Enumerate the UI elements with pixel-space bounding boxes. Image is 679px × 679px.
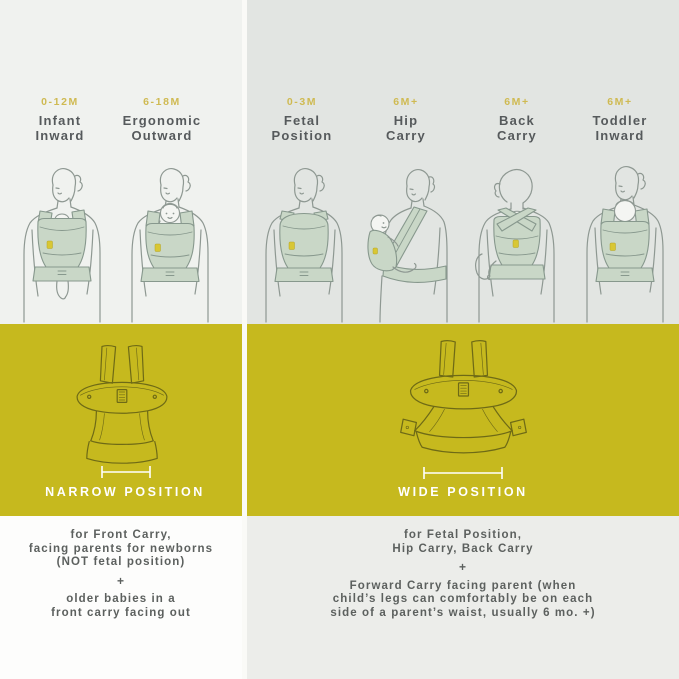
- carry-name: Ergonomic Outward: [122, 113, 202, 144]
- note-line: front carry facing out: [51, 606, 191, 619]
- note-line: side of a parent’s waist, usually 6 mo. +): [330, 606, 596, 619]
- age-range-label: 6M+: [504, 96, 530, 108]
- note-line: (NOT fetal position): [56, 556, 186, 568]
- panel-narrow-carries: [0, 0, 242, 324]
- carry-name: Toddler Inward: [592, 113, 648, 144]
- illustration-toddler-inward: [575, 164, 675, 324]
- age-range-label: 6-18M: [143, 96, 181, 108]
- carry-name: Infant Inward: [35, 113, 85, 144]
- panel-wide-carries: [247, 0, 679, 324]
- note-line: older babies in a: [66, 593, 176, 605]
- age-range-label: 6M+: [393, 96, 419, 108]
- carry-name: Fetal Position: [271, 113, 333, 144]
- wide-position-label: WIDE POSITION: [398, 485, 528, 499]
- wide-position-notes: [247, 529, 679, 620]
- illustration-hip-carry: [359, 164, 459, 324]
- note-line: Forward Carry facing parent (when: [349, 579, 577, 592]
- age-range-label: 0-3M: [286, 96, 318, 108]
- column-hip-carry: [351, 96, 461, 144]
- panel-narrow-position: [0, 324, 242, 516]
- panel-wide-notes: [247, 516, 679, 679]
- narrow-position-label: NARROW POSITION: [45, 485, 205, 499]
- note-line: for Fetal Position,: [403, 529, 522, 541]
- carry-name: Back Carry: [497, 113, 537, 144]
- illustration-ergonomic-outward: [120, 164, 220, 324]
- note-line: facing parents for newborns: [28, 542, 214, 555]
- panel-wide-position: [247, 324, 679, 516]
- illustration-infant-inward: [12, 164, 112, 324]
- illustration-carrier-narrow: [54, 344, 190, 464]
- narrow-width-measure-line: [100, 465, 152, 479]
- narrow-position-notes: [0, 529, 242, 620]
- age-range-label: 6M+: [607, 96, 633, 108]
- plus-separator: +: [458, 560, 468, 574]
- column-toddler-inward: [565, 96, 675, 144]
- column-ergonomic-outward: [107, 96, 217, 144]
- carry-name: Hip Carry: [386, 113, 426, 144]
- illustration-back-carry: [466, 164, 566, 324]
- note-line: for Front Carry,: [70, 529, 172, 541]
- panel-narrow-notes: [0, 516, 242, 679]
- age-range-label: 0-12M: [41, 96, 79, 108]
- column-fetal-position: [247, 96, 357, 144]
- illustration-carrier-wide: [385, 339, 542, 463]
- illustration-fetal-position: [254, 164, 354, 324]
- note-line: child’s legs can comfortably be on each: [332, 593, 594, 605]
- note-line: Hip Carry, Back Carry: [392, 542, 534, 555]
- column-infant-inward: [5, 96, 115, 144]
- wide-width-measure-line: [422, 466, 504, 480]
- plus-separator: +: [116, 573, 126, 588]
- column-back-carry: [462, 96, 572, 144]
